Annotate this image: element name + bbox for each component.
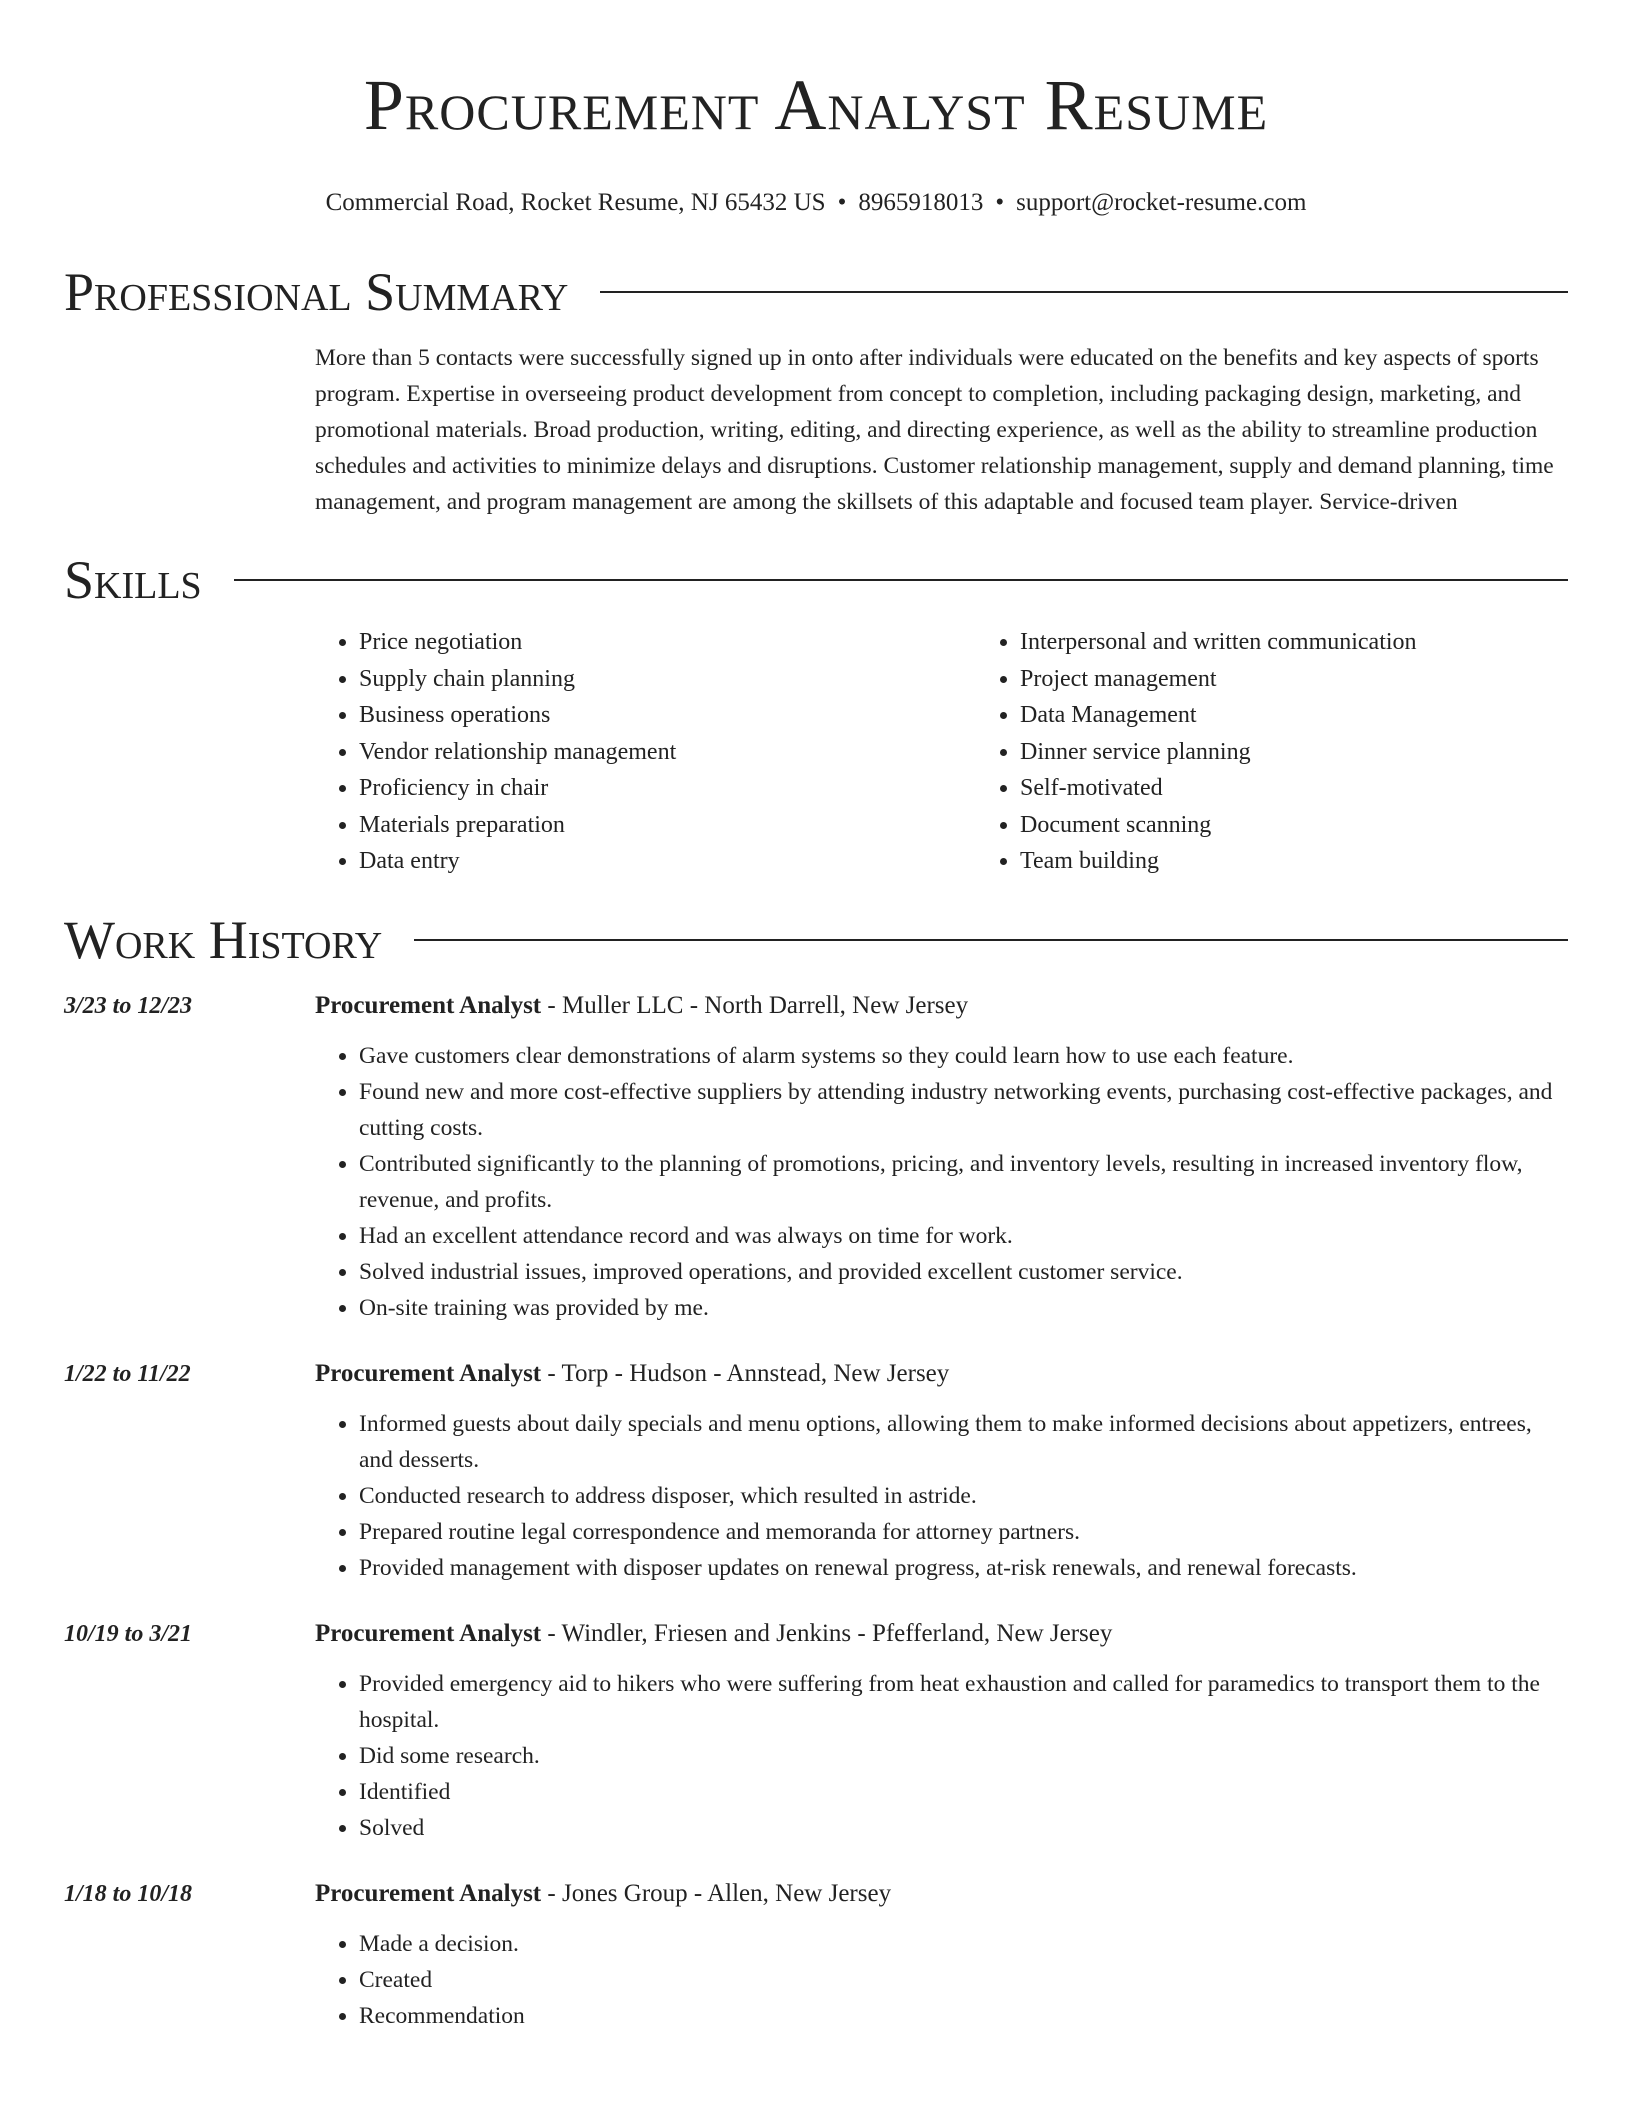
job-body: [315, 1876, 1568, 2034]
job-bullets: [315, 1406, 1568, 1586]
job-company-location: - Muller LLC - North Darrell, New Jersey: [541, 991, 969, 1019]
job-title-line: [315, 988, 1568, 1024]
skill-item: • Data entry: [359, 843, 976, 880]
job-date: 1/18 to 10/18: [64, 1880, 193, 1907]
job-body: [315, 988, 1568, 1326]
job-company-location: - Windler, Friesen and Jenkins - Pfefferland, New Jersey: [541, 1619, 1113, 1647]
job-bullet: • Gave customers clear demonstrations of alarm systems so they could learn how to use each feature.: [359, 1038, 1568, 1074]
job-role: Procurement Analyst: [315, 991, 542, 1019]
summary-text: More than 5 contacts were successfully signed up in onto after individuals were educated on the benefits and key aspects of sports program. Expertise in overseeing product development from concept to completion, including packaging design, marketing, and promotional materials. Broad production, writing, editing, and directing experience, as well as the ability to streamline production schedules and activities to minimize delays and disruptions. Customer relationship management, supply and demand planning, time management, and program management are among the skillsets of this adaptable and focused team player. Service-driven: [315, 345, 1554, 515]
job-bullet: • Found new and more cost-effective suppliers by attending industry networking events, purchasing cost-effective packages, and cutting costs.: [359, 1074, 1568, 1146]
job-bullet: • Informed guests about daily specials and menu options, allowing them to make informed decisions about appetizers, entrees, and desserts.: [359, 1406, 1568, 1478]
job-body: [315, 1616, 1568, 1846]
job-bullets: [315, 1038, 1568, 1326]
work-heading: Work History: [64, 909, 383, 970]
skills-section-header: [64, 550, 1568, 610]
skill-item: • Project management: [1020, 661, 1568, 698]
job-date: 3/23 to 12/23: [64, 992, 193, 1019]
skill-item: • Interpersonal and written communication: [1020, 624, 1568, 661]
contact-address: Commercial Road, Rocket Resume, NJ 65432 US: [325, 189, 826, 216]
job-body: [315, 1356, 1568, 1586]
job-entry: [64, 988, 1568, 1326]
skill-item: • Vendor relationship management: [359, 734, 976, 771]
job-bullet: • Did some research.: [359, 1738, 1568, 1774]
job-role: Procurement Analyst: [315, 1619, 542, 1647]
job-date: 1/22 to 11/22: [64, 1360, 191, 1387]
summary-heading: Professional Summary: [64, 262, 569, 322]
job-title-line: [315, 1356, 1568, 1392]
job-bullet: • Solved industrial issues, improved operations, and provided excellent customer service.: [359, 1254, 1568, 1290]
job-bullet: • Had an excellent attendance record and was always on time for work.: [359, 1218, 1568, 1254]
section-divider: [600, 291, 1568, 293]
job-bullet: • On-site training was provided by me.: [359, 1290, 1568, 1326]
job-title-line: [315, 1876, 1568, 1912]
job-entry: [64, 1876, 1568, 2034]
work-section-header: [64, 910, 1568, 970]
job-bullet: • Prepared routine legal correspondence and memoranda for attorney partners.: [359, 1514, 1568, 1550]
job-title-line: [315, 1616, 1568, 1652]
skill-item: • Team building: [1020, 843, 1568, 880]
job-bullets: [315, 1666, 1568, 1846]
job-bullets: [315, 1926, 1568, 2034]
skills-heading: Skills: [64, 550, 202, 610]
skill-item: • Document scanning: [1020, 807, 1568, 844]
section-divider: [414, 939, 1568, 941]
skill-item: • Dinner service planning: [1020, 734, 1568, 771]
job-role: Procurement Analyst: [315, 1359, 542, 1387]
job-company-location: - Torp - Hudson - Annstead, New Jersey: [541, 1359, 950, 1387]
job-bullet: • Identified: [359, 1774, 1568, 1810]
job-bullet: • Conducted research to address disposer, which resulted in astride.: [359, 1478, 1568, 1514]
skill-item: • Price negotiation: [359, 624, 976, 661]
job-bullet: • Provided management with disposer updates on renewal progress, at-risk renewals, and renewal forecasts.: [359, 1550, 1568, 1586]
job-date: 10/19 to 3/21: [64, 1620, 193, 1647]
contact-separator: •: [837, 189, 847, 216]
skill-item: • Data Management: [1020, 697, 1568, 734]
resume-title: Procurement Analyst Resume: [363, 65, 1269, 145]
contact-email: support@rocket-resume.com: [1016, 189, 1307, 216]
skill-item: • Self-motivated: [1020, 770, 1568, 807]
job-role: Procurement Analyst: [315, 1879, 542, 1907]
job-bullet: • Solved: [359, 1810, 1568, 1846]
job-bullet: • Provided emergency aid to hikers who were suffering from heat exhaustion and called for paramedics to transport them to the hospital.: [359, 1666, 1568, 1738]
work-history-list: [64, 988, 1568, 2034]
skills-list: [315, 624, 1568, 880]
skill-item: • Business operations: [359, 697, 976, 734]
skills-column-left: [315, 624, 976, 880]
job-bullet: • Contributed significantly to the planning of promotions, pricing, and inventory levels, resulting in increased inventory flow, revenue, and profits.: [359, 1146, 1568, 1218]
contact-line: [64, 188, 1568, 218]
skills-column-right: [976, 624, 1568, 880]
section-divider: [234, 579, 1568, 581]
summary-section-header: [64, 262, 1568, 322]
job-company-location: - Jones Group - Allen, New Jersey: [541, 1879, 892, 1907]
job-bullet: • Created: [359, 1962, 1568, 1998]
job-entry: [64, 1616, 1568, 1846]
job-entry: [64, 1356, 1568, 1586]
skill-item: • Materials preparation: [359, 807, 976, 844]
job-bullet: • Recommendation: [359, 1998, 1568, 2034]
contact-phone: 8965918013: [858, 189, 984, 216]
job-bullet: • Made a decision.: [359, 1926, 1568, 1962]
skill-item: • Proficiency in chair: [359, 770, 976, 807]
contact-separator: •: [995, 189, 1005, 216]
skill-item: • Supply chain planning: [359, 661, 976, 698]
